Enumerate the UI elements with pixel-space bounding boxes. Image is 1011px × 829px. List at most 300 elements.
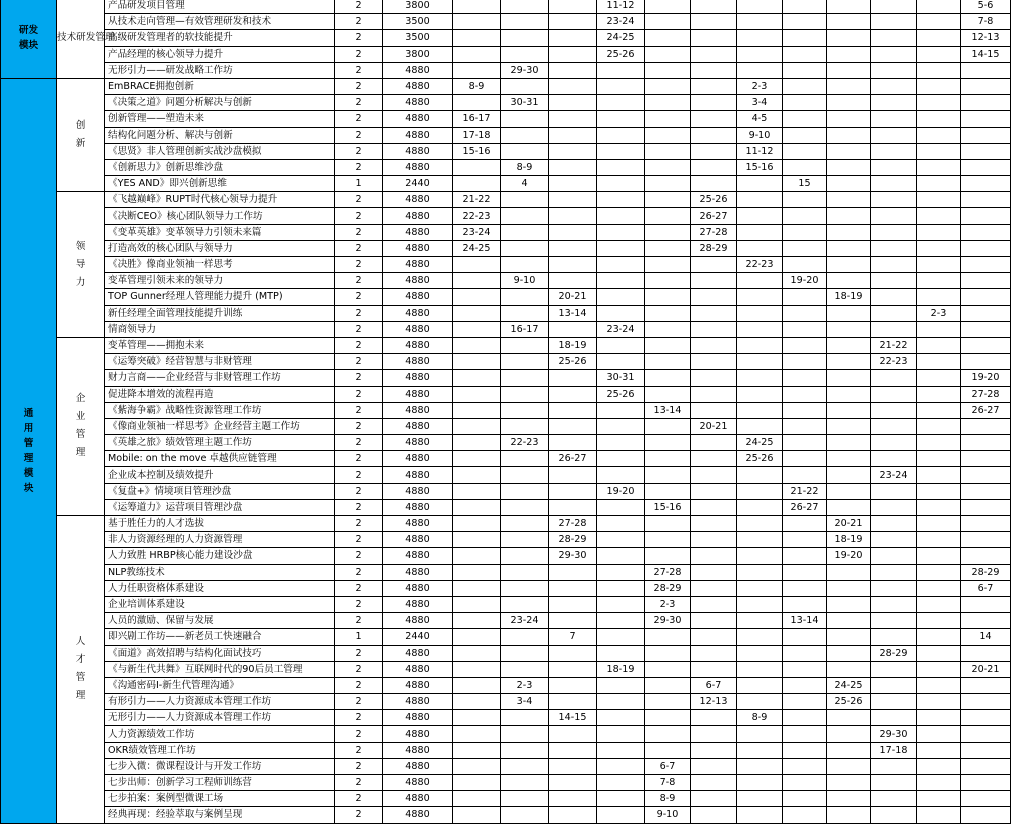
month-11-cell [917,321,961,337]
month-8-cell [783,14,827,30]
month-4-cell [597,257,645,273]
month-12-cell [961,775,1011,791]
month-3-cell [549,159,597,175]
month-8-cell [783,224,827,240]
days-cell: 2 [335,257,383,273]
month-1-cell [453,354,501,370]
month-8-cell [783,532,827,548]
month-10-cell: 28-29 [871,645,917,661]
month-9-cell [827,661,871,677]
table-row [1,62,1011,78]
table-row [1,257,1011,273]
month-11-cell [917,613,961,629]
month-9-cell [827,62,871,78]
month-11-cell [917,30,961,46]
price-cell: 4880 [383,289,453,305]
month-11-cell [917,629,961,645]
month-5-cell [645,483,691,499]
month-2-cell: 2-3 [501,677,549,693]
month-5-cell [645,548,691,564]
month-8-cell [783,127,827,143]
month-2-cell: 22-23 [501,435,549,451]
month-11-cell [917,645,961,661]
month-5-cell [645,224,691,240]
month-1-cell [453,645,501,661]
month-7-cell [737,483,783,499]
month-10-cell: 17-18 [871,742,917,758]
course-name-cell: 《创新思力》创新思维沙盘 [105,159,335,175]
course-name-cell: 《运筹道力》运营项目管理沙盘 [105,499,335,515]
price-cell: 4880 [383,807,453,823]
course-name-cell: 《面道》高效招聘与结构化面试技巧 [105,645,335,661]
course-name-cell: 《复盘+》情境项目管理沙盘 [105,483,335,499]
month-1-cell: 17-18 [453,127,501,143]
price-cell: 4880 [383,354,453,370]
price-cell: 4880 [383,742,453,758]
month-11-cell [917,775,961,791]
month-5-cell [645,435,691,451]
price-cell: 4880 [383,192,453,208]
month-7-cell [737,321,783,337]
category-cell [57,192,105,338]
table-row [1,95,1011,111]
month-6-cell [691,629,737,645]
price-cell: 4880 [383,516,453,532]
month-5-cell: 6-7 [645,758,691,774]
course-name-cell: 《思贤》非人管理创新实战沙盘模拟 [105,143,335,159]
month-4-cell [597,532,645,548]
month-10-cell [871,159,917,175]
month-10-cell [871,435,917,451]
month-1-cell [453,677,501,693]
price-cell: 4880 [383,694,453,710]
module-cell [1,0,57,78]
month-3-cell [549,483,597,499]
course-name-cell: 基于胜任力的人才选拔 [105,516,335,532]
month-6-cell [691,176,737,192]
course-name-cell: 《沟通密码I-新生代管理沟通》 [105,677,335,693]
month-7-cell: 4-5 [737,111,783,127]
month-2-cell [501,580,549,596]
month-11-cell [917,516,961,532]
month-2-cell [501,758,549,774]
month-11-cell [917,807,961,823]
month-6-cell [691,159,737,175]
days-cell: 2 [335,111,383,127]
month-5-cell [645,467,691,483]
month-10-cell [871,499,917,515]
month-2-cell: 9-10 [501,273,549,289]
month-10-cell [871,370,917,386]
month-5-cell [645,645,691,661]
table-row [1,14,1011,30]
month-5-cell: 13-14 [645,402,691,418]
month-5-cell [645,677,691,693]
month-11-cell [917,386,961,402]
month-2-cell [501,354,549,370]
month-4-cell [597,418,645,434]
month-1-cell [453,580,501,596]
price-cell: 4880 [383,143,453,159]
month-9-cell: 18-19 [827,289,871,305]
days-cell: 2 [335,192,383,208]
days-cell: 2 [335,127,383,143]
month-7-cell [737,580,783,596]
month-6-cell [691,30,737,46]
month-4-cell [597,289,645,305]
month-12-cell [961,613,1011,629]
month-3-cell [549,677,597,693]
month-10-cell [871,564,917,580]
month-2-cell [501,30,549,46]
table-row [1,677,1011,693]
month-12-cell [961,435,1011,451]
month-3-cell [549,321,597,337]
month-8-cell [783,580,827,596]
month-6-cell [691,548,737,564]
month-11-cell [917,354,961,370]
month-7-cell: 8-9 [737,710,783,726]
price-cell: 4880 [383,111,453,127]
days-cell: 2 [335,580,383,596]
course-name-cell: 产品经理的核心领导力提升 [105,46,335,62]
month-4-cell [597,467,645,483]
month-10-cell: 23-24 [871,467,917,483]
price-cell: 4880 [383,159,453,175]
month-8-cell [783,321,827,337]
price-cell: 4880 [383,208,453,224]
month-6-cell [691,354,737,370]
month-4-cell [597,402,645,418]
month-4-cell [597,159,645,175]
price-cell: 2440 [383,176,453,192]
month-2-cell [501,289,549,305]
month-7-cell [737,0,783,14]
month-10-cell [871,613,917,629]
month-6-cell: 26-27 [691,208,737,224]
month-4-cell [597,143,645,159]
days-cell: 2 [335,386,383,402]
course-name-cell: 企业培训体系建设 [105,596,335,612]
month-4-cell [597,613,645,629]
month-10-cell [871,532,917,548]
month-4-cell [597,775,645,791]
days-cell: 2 [335,78,383,94]
month-7-cell [737,661,783,677]
month-10-cell [871,224,917,240]
table-row [1,78,1011,94]
price-cell: 4880 [383,564,453,580]
month-6-cell [691,451,737,467]
month-6-cell [691,499,737,515]
course-name-cell: 打造高效的核心团队与领导力 [105,240,335,256]
month-12-cell [961,289,1011,305]
days-cell: 2 [335,435,383,451]
month-1-cell [453,629,501,645]
category-cell [57,78,105,191]
month-9-cell [827,807,871,823]
month-2-cell: 3-4 [501,694,549,710]
days-cell: 2 [335,758,383,774]
days-cell: 2 [335,613,383,629]
course-name-cell: 人力任职资格体系建设 [105,580,335,596]
course-name-cell: 人员的激励、保留与发展 [105,613,335,629]
table-row [1,516,1011,532]
month-1-cell [453,273,501,289]
price-cell: 4880 [383,435,453,451]
month-9-cell [827,483,871,499]
month-11-cell [917,78,961,94]
month-1-cell [453,418,501,434]
month-4-cell: 25-26 [597,386,645,402]
month-9-cell [827,176,871,192]
month-6-cell: 27-28 [691,224,737,240]
month-9-cell [827,95,871,111]
month-8-cell: 15 [783,176,827,192]
course-name-cell: 企业成本控制及绩效提升 [105,467,335,483]
month-6-cell [691,402,737,418]
month-4-cell [597,435,645,451]
month-11-cell [917,564,961,580]
month-2-cell [501,208,549,224]
month-10-cell [871,758,917,774]
days-cell: 2 [335,62,383,78]
month-3-cell [549,14,597,30]
price-cell: 4880 [383,791,453,807]
month-11-cell: 2-3 [917,305,961,321]
month-1-cell [453,95,501,111]
month-12-cell: 19-20 [961,370,1011,386]
month-1-cell [453,742,501,758]
month-2-cell [501,775,549,791]
month-9-cell [827,0,871,14]
month-10-cell [871,78,917,94]
price-cell: 4880 [383,240,453,256]
month-2-cell [501,710,549,726]
days-cell: 2 [335,0,383,14]
month-8-cell [783,516,827,532]
month-6-cell [691,370,737,386]
month-3-cell [549,46,597,62]
month-9-cell [827,257,871,273]
month-10-cell: 21-22 [871,337,917,353]
month-1-cell: 21-22 [453,192,501,208]
month-5-cell [645,710,691,726]
month-12-cell [961,240,1011,256]
month-7-cell [737,467,783,483]
days-cell: 2 [335,370,383,386]
month-8-cell [783,564,827,580]
month-8-cell [783,629,827,645]
month-7-cell [737,370,783,386]
month-11-cell [917,208,961,224]
month-3-cell [549,661,597,677]
month-3-cell [549,176,597,192]
month-6-cell [691,775,737,791]
month-12-cell: 26-27 [961,402,1011,418]
month-5-cell [645,742,691,758]
month-12-cell [961,224,1011,240]
month-4-cell: 19-20 [597,483,645,499]
month-7-cell: 24-25 [737,435,783,451]
month-12-cell [961,321,1011,337]
month-12-cell [961,95,1011,111]
price-cell: 4880 [383,305,453,321]
month-11-cell [917,95,961,111]
month-4-cell [597,127,645,143]
month-8-cell [783,370,827,386]
days-cell: 2 [335,289,383,305]
month-7-cell [737,418,783,434]
month-9-cell [827,418,871,434]
month-7-cell [737,775,783,791]
month-5-cell [645,257,691,273]
days-cell: 2 [335,305,383,321]
price-cell: 4880 [383,95,453,111]
days-cell: 2 [335,499,383,515]
month-8-cell [783,726,827,742]
month-7-cell [737,677,783,693]
table-row [1,127,1011,143]
month-8-cell: 19-20 [783,273,827,289]
days-cell: 2 [335,224,383,240]
table-row [1,629,1011,645]
month-6-cell [691,645,737,661]
days-cell: 2 [335,418,383,434]
month-12-cell [961,483,1011,499]
month-9-cell [827,386,871,402]
month-10-cell [871,305,917,321]
days-cell: 1 [335,629,383,645]
month-12-cell [961,677,1011,693]
month-9-cell [827,596,871,612]
month-4-cell [597,516,645,532]
month-7-cell: 25-26 [737,451,783,467]
month-6-cell [691,435,737,451]
month-2-cell [501,143,549,159]
days-cell: 2 [335,791,383,807]
month-1-cell [453,532,501,548]
month-12-cell [961,694,1011,710]
month-9-cell [827,30,871,46]
month-1-cell [453,386,501,402]
month-9-cell [827,337,871,353]
month-4-cell [597,354,645,370]
month-9-cell [827,240,871,256]
month-9-cell [827,370,871,386]
month-9-cell [827,46,871,62]
month-2-cell [501,499,549,515]
month-12-cell [961,499,1011,515]
table-row [1,159,1011,175]
month-9-cell [827,645,871,661]
month-4-cell [597,176,645,192]
month-3-cell [549,224,597,240]
price-cell: 4880 [383,596,453,612]
month-8-cell: 26-27 [783,499,827,515]
days-cell: 2 [335,451,383,467]
days-cell: 2 [335,483,383,499]
month-9-cell [827,321,871,337]
days-cell: 2 [335,710,383,726]
table-row [1,807,1011,823]
month-2-cell [501,629,549,645]
month-10-cell [871,0,917,14]
month-11-cell [917,62,961,78]
days-cell: 2 [335,516,383,532]
course-name-cell: 无形引力——研发战略工作坊 [105,62,335,78]
table-row [1,354,1011,370]
month-10-cell [871,677,917,693]
month-6-cell [691,337,737,353]
course-name-cell: 情商领导力 [105,321,335,337]
month-9-cell [827,111,871,127]
table-row [1,596,1011,612]
month-1-cell [453,159,501,175]
month-8-cell [783,451,827,467]
table-row [1,321,1011,337]
month-8-cell [783,467,827,483]
month-7-cell: 9-10 [737,127,783,143]
month-2-cell [501,807,549,823]
month-4-cell [597,78,645,94]
month-10-cell [871,418,917,434]
month-1-cell [453,613,501,629]
month-11-cell [917,240,961,256]
month-9-cell [827,467,871,483]
month-7-cell [737,694,783,710]
month-11-cell [917,661,961,677]
table-row [1,694,1011,710]
month-1-cell [453,775,501,791]
month-6-cell [691,78,737,94]
month-6-cell [691,516,737,532]
days-cell: 2 [335,742,383,758]
month-9-cell [827,710,871,726]
month-4-cell [597,580,645,596]
month-6-cell [691,127,737,143]
price-cell: 4880 [383,370,453,386]
price-cell: 4880 [383,337,453,353]
month-3-cell [549,240,597,256]
month-4-cell [597,499,645,515]
month-8-cell: 13-14 [783,613,827,629]
month-10-cell [871,580,917,596]
month-1-cell [453,694,501,710]
month-2-cell [501,451,549,467]
month-10-cell [871,596,917,612]
month-11-cell [917,791,961,807]
days-cell: 2 [335,208,383,224]
month-1-cell: 15-16 [453,143,501,159]
month-8-cell [783,289,827,305]
month-6-cell [691,661,737,677]
month-6-cell [691,791,737,807]
month-1-cell [453,516,501,532]
month-3-cell [549,418,597,434]
month-11-cell [917,596,961,612]
month-1-cell: 23-24 [453,224,501,240]
price-cell: 4880 [383,273,453,289]
month-10-cell [871,257,917,273]
month-6-cell [691,143,737,159]
month-4-cell [597,645,645,661]
month-11-cell [917,143,961,159]
month-7-cell [737,192,783,208]
month-4-cell [597,208,645,224]
month-3-cell: 7 [549,629,597,645]
month-8-cell [783,742,827,758]
